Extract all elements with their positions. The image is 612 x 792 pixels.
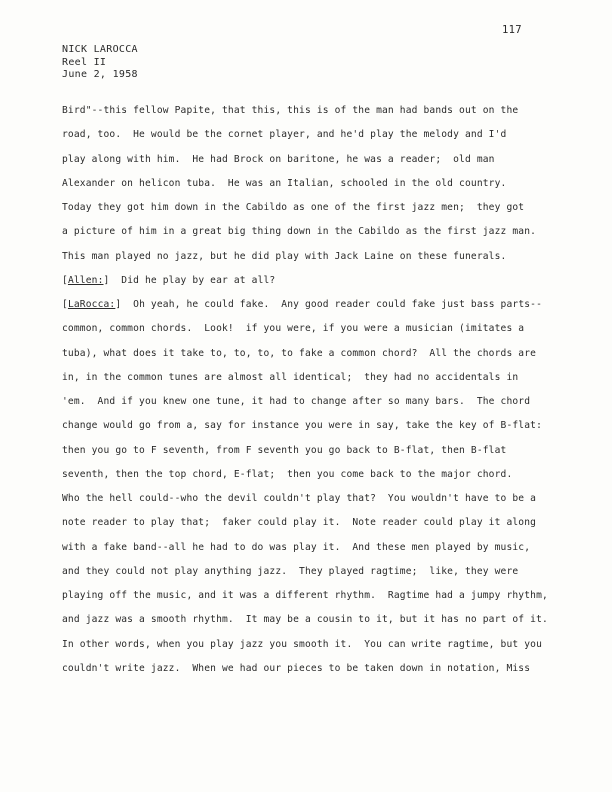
interviewee-name: NICK LAROCCA bbox=[62, 44, 138, 55]
text-line: Alexander on helicon tuba. He was an Italian, schooled in the old country. bbox=[62, 177, 507, 189]
text-line: tuba), what does it take to, to, to, to fake a common chord? All the chords are bbox=[62, 347, 537, 359]
text-line: a picture of him in a great big thing down in the Cabildo as the first jazz man. bbox=[62, 226, 537, 238]
text-line: common, common chords. Look! if you were, if you were a musician (imitates a bbox=[62, 323, 525, 335]
text-line: and they could not play anything jazz. They played ragtime; like, they were bbox=[62, 565, 519, 577]
interview-date: June 2, 1958 bbox=[62, 69, 138, 80]
speaker-label: LaRocca: bbox=[67, 299, 116, 310]
text-line: play along with him. He had Brock on baritone, he was a reader; old man bbox=[62, 153, 495, 165]
text-line: couldn't write jazz. When we had our pieces to be taken down in notation, Miss bbox=[62, 662, 531, 674]
speaker-label: Allen: bbox=[67, 274, 104, 286]
speaker-line: [LaRocca:] Oh yeah, he could fake. Any good reader could fake just bass parts-- bbox=[62, 299, 543, 310]
text-line: Who the hell could--who the devil couldn't play that? You wouldn't have to be a bbox=[62, 493, 537, 504]
text-line: road, too. He would be the cornet player, and he'd play the melody and I'd bbox=[62, 129, 507, 141]
reel-label: Reel II bbox=[62, 56, 107, 68]
text-line: change would go from a, say for instance you were in say, take the key of B-flat: bbox=[62, 420, 542, 432]
text-line: with a fake band--all he had to do was play it. And these men played by music, bbox=[62, 541, 531, 553]
page-number: 117 bbox=[502, 24, 522, 36]
text-line: playing off the music, and it was a different rhythm. Ragtime had a jumpy rhythm, bbox=[62, 590, 548, 601]
transcript-header bbox=[62, 44, 138, 82]
transcript-body bbox=[62, 99, 552, 681]
text-line: 'em. And if you knew one tune, it had to change after so many bars. The chord bbox=[62, 396, 531, 407]
text-line: This man played no jazz, but he did play with Jack Laine on these funerals. bbox=[62, 250, 507, 262]
text-line: seventh, then the top chord, E-flat; then you come back to the major chord. bbox=[62, 468, 513, 480]
text-line: Today they got him down in the Cabildo as one of the first jazz men; they got bbox=[62, 202, 525, 213]
text-line: in, in the common tunes are almost all identical; they had no accidentals in bbox=[62, 371, 519, 383]
text-line: Bird"--this fellow Papite, that this, this is of the man had bands out on the bbox=[62, 105, 519, 116]
text-line: then you go to F seventh, from F seventh you go back to B-flat, then B-flat bbox=[62, 444, 507, 456]
text-line: In other words, when you play jazz you smooth it. You can write ragtime, but you bbox=[62, 638, 542, 650]
speaker-line: [Allen:] Did he play by ear at all? bbox=[62, 274, 276, 286]
text-line: and jazz was a smooth rhythm. It may be a cousin to it, but it has no part of it. bbox=[62, 614, 548, 626]
text-line: note reader to play that; faker could play it. Note reader could play it along bbox=[62, 517, 537, 529]
